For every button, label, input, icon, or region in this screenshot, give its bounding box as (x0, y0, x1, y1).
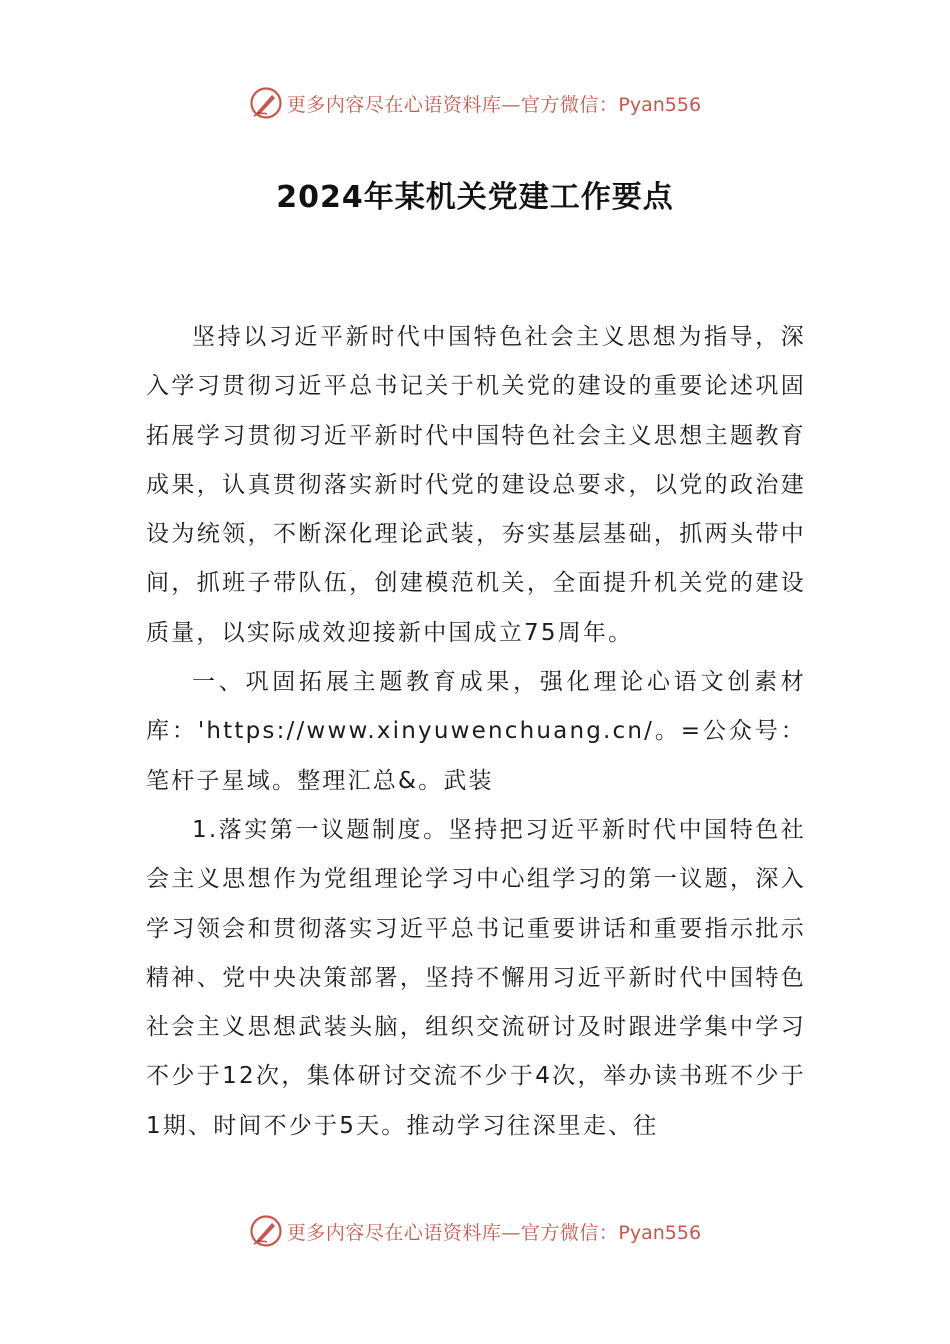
paragraph-intro: 坚持以习近平新时代中国特色社会主义思想为指导，深入学习贯彻习近平总书记关于机关党的建设的重要论述巩固拓展学习贯彻习近平新时代中国特色社会主义思想主题教育成果，认真贯彻落实新时代党的建设总要求，以党的政治建设为统领，不断深化理论武装，夯实基层基础，抓两头带中间，抓班子带队伍，创建模范机关，全面提升机关党的建设质量，以实际成效迎接新中国成立75周年。 (146, 324, 806, 646)
paragraph-item-one: 1.落实第一议题制度。坚持把习近平新时代中国特色社会主义思想作为党组理论学习中心组学习的第一议题，深入学习领会和贯彻落实习近平总书记重要讲话和重要指示批示精神、党中央决策部署，坚持不懈用习近平新时代中国特色社会主义思想武装头脑，组织交流研讨及时跟进学集中学习不少于12次，集体研讨交流不少于4次，举办读书班不少于1期、时间不少于5天。推动学习往深里走、往 (146, 816, 806, 1139)
document-title: 2024年某机关党建工作要点 (276, 180, 674, 215)
pen-logo-icon (249, 1214, 283, 1248)
wechat-id: Pyan556 (618, 1221, 702, 1244)
wechat-id: Pyan556 (618, 93, 702, 116)
watermark-text: 更多内容尽在心语资料库—官方微信：Pyan556 (286, 93, 702, 116)
watermark-text: 更多内容尽在心语资料库—官方微信：Pyan556 (286, 1221, 702, 1244)
header-watermark (0, 83, 950, 123)
paragraph-section-one-heading: 一、巩固拓展主题教育成果，强化理论心语文创素材库：'https://www.xinyuwenchuang.cn/。=公众号：笔杆子星域。整理汇总&。武装 (146, 669, 806, 794)
pen-logo-icon (249, 86, 283, 120)
footer-watermark (0, 1211, 950, 1251)
document-body (146, 313, 806, 1151)
